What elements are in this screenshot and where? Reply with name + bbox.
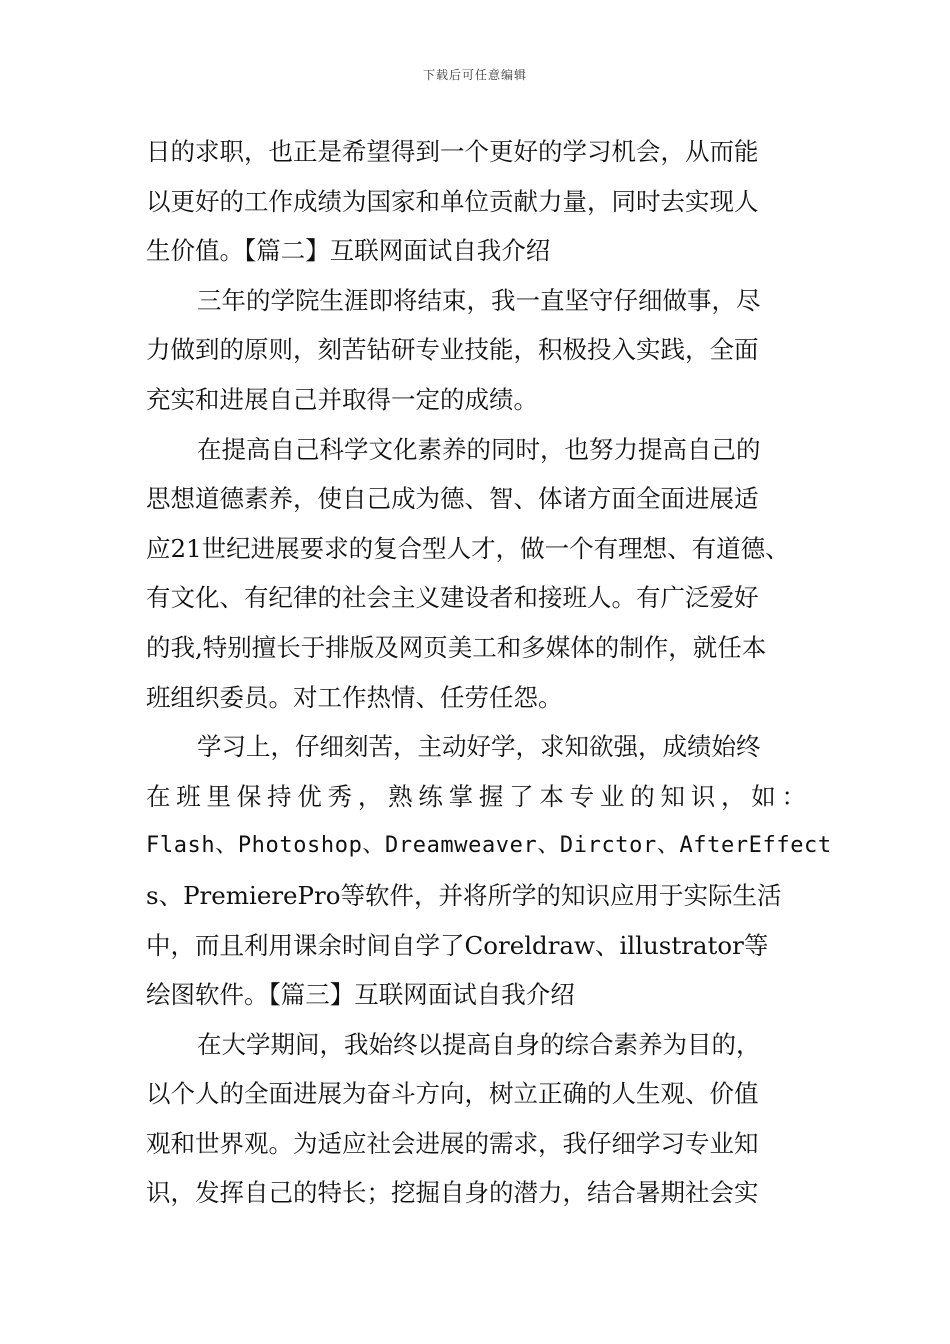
text-line: 班组织委员。对工作热情、任劳任怨。 [146, 682, 563, 712]
text-line: 以更好的工作成绩为国家和单位贡献力量，同时去实现人 [146, 186, 759, 216]
paragraph-start-line: 在提高自己科学文化素养的同时，也努力提高自己的 [197, 434, 761, 464]
text-line: 的我,特别擅长于排版及网页美工和多媒体的制作，就任本 [146, 632, 767, 662]
text-line: 充实和进展自己并取得一定的成绩。 [146, 384, 538, 414]
text-line: 中，而且利用课余时间自学了Coreldraw、illustrator等 [146, 930, 769, 960]
paragraph-start-line: 三年的学院生涯即将结束，我一直坚守仔细做事，尽 [197, 285, 761, 315]
text-line: 思想道德素养，使自己成为德、智、体诸方面全面进展适 [146, 484, 759, 514]
text-line: 绘图软件。【篇三】互联网面试自我介绍 [146, 980, 575, 1010]
text-line: s、PremierePro等软件，并将所学的知识应用于实际生活 [146, 880, 782, 910]
text-line: 识，发挥自己的特长；挖掘自身的潜力，结合暑期社会实 [146, 1178, 759, 1208]
text-line: 以个人的全面进展为奋斗方向，树立正确的人生观、价值 [146, 1079, 759, 1109]
text-line: Flash、Photoshop、Dreamweaver、Dirctor、AfterEffect [146, 833, 832, 859]
paragraph-start-line: 学习上，仔细刻苦，主动好学，求知欲强，成绩始终 [197, 732, 761, 762]
paragraph-start-line: 在大学期间，我始终以提高自身的综合素养为目的， [197, 1029, 761, 1059]
document-body [146, 127, 832, 1218]
text-line: 日的求职，也正是希望得到一个更好的学习机会，从而能 [146, 137, 759, 166]
text-line: 力做到的原则，刻苦钻研专业技能，积极投入实践，全面 [146, 335, 759, 365]
text-line: 观和世界观。为适应社会进展的需求，我仔细学习专业知 [146, 1128, 759, 1158]
text-line: 生价值。【篇二】互联网面试自我介绍 [146, 236, 551, 266]
page-header: 下载后可任意编辑 [422, 68, 527, 82]
text-line: 在班里保持优秀，熟练掌握了本专业的知识，如： [146, 781, 806, 811]
text-line: 有文化、有纪律的社会主义建设者和接班人。有广泛爱好 [146, 583, 759, 613]
text-line: 应21世纪进展要求的复合型人才，做一个有理想、有道德、 [146, 533, 790, 563]
